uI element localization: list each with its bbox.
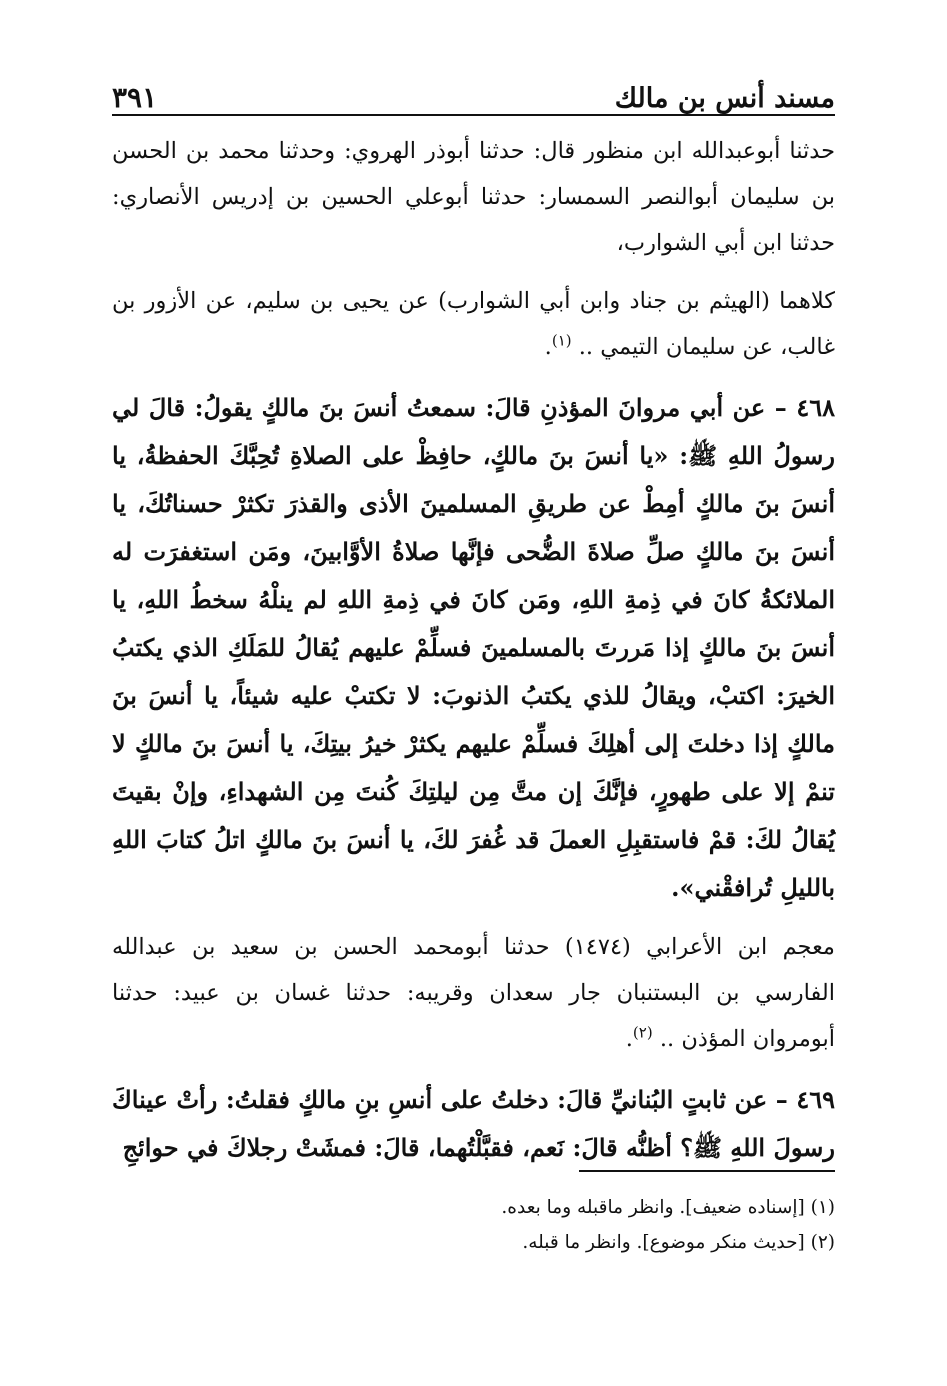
chain-of-narration-3-text: معجم ابن الأعرابي (١٤٧٤) حدثنا أبومحمد الحسن بن سعيد بن عبدالله الفارسي بن البستنبان جار سعدان وقريبه: حدثنا غسان بن عبيد: حدثنا أبومروان المؤذن .. xyxy=(112,934,835,1052)
footnote-1: (١) [إسناده ضعيف]. وانظر ماقبله وما بعده. xyxy=(501,1197,835,1218)
page-header xyxy=(112,62,835,114)
hadith-468: ٤٦٨ – عن أبي مروانَ المؤذنِ قالَ: سمعتُ أنسَ بنَ مالكٍ يقولُ: قالَ لي رسولُ اللهِ ﷺ: «يا أنسَ بنَ مالكٍ، حافِظْ على الصلاةِ تُحِبَّكَ الحفظةُ، يا أنسَ بنَ مالكٍ أمِطْ عن طريقِ المسلمينَ الأذى والقذرَ تكثرْ حسناتُكَ، يا أنسَ بنَ مالكٍ صلِّ صلاةَ الضُّحى فإنَّها صلاةُ الأوَّابينَ، ومَن استغفرَت له الملائكةُ كانَ في ذِمةِ اللهِ، ومَن كانَ في ذِمةِ اللهِ لم ينلْهُ سخطُ اللهِ، يا أنسَ بنَ مالكٍ إذا مَررتَ بالمسلمينَ فسلِّمْ عليهم يُقالُ للمَلَكِ الذي يكتبُ الخيرَ: اكتبْ، ويقالُ للذي يكتبُ الذنوبَ: لا تكتبْ عليه شيئاً، يا أنسَ بنَ مالكٍ إذا دخلتَ إلى أهلِكَ فسلِّمْ عليهم يكثرْ خيرُ بيتِكَ، يا أنسَ بنَ مالكٍ لا تنمْ إلا على طهورٍ، فإنَّكَ إن متَّ مِن ليلتِكَ كُنتَ مِن الشهداءِ، وإنْ بقيتَ يُقالُ لكَ: قمْ فاستقبِلِ العملَ قد غُفرَ لكَ، يا أنسَ بنَ مالكٍ اتلُ كتابَ اللهِ بالليلِ تُرافقْني». xyxy=(112,393,835,902)
footnote-ref-1: (١) xyxy=(551,331,572,350)
chain-of-narration-3: معجم ابن الأعرابي (١٤٧٤) حدثنا أبومحمد الحسن بن سعيد بن عبدالله الفارسي بن البستنبان جار سعدان وقريبه: حدثنا غسان بن عبيد: حدثنا أبومروان المؤذن .. $^{(٢)}$. xyxy=(112,934,835,1052)
page-number: ٣٩١ xyxy=(112,81,158,114)
chain-of-narration-2-text: كلاهما (الهيثم بن جناد وابن أبي الشوارب) عن يحيى بن سليم، عن الأزور بن غالب، عن سليمان التيمي .. xyxy=(112,288,835,360)
chain-of-narration-1: حدثنا أبوعبدالله ابن منظور قال: حدثنا أبوذر الهروي: وحدثنا محمد بن الحسن بن سليمان أبوالنصر السمسار: حدثنا أبوعلي الحسين بن إدريس الأنصاري: حدثنا ابن أبي الشوارب، xyxy=(112,138,835,256)
main-text xyxy=(112,128,835,1184)
footnotes xyxy=(112,1190,835,1260)
footnote-ref-2: (٢) xyxy=(632,1023,653,1042)
running-title: مسند أنس بن مالك xyxy=(614,83,835,114)
footnote-2: (٢) [حديث منكر موضوع]. وانظر ما قبله. xyxy=(522,1232,835,1253)
chain-of-narration-2: كلاهما (الهيثم بن جناد وابن أبي الشوارب) عن يحيى بن سليم، عن الأزور بن غالب، عن سليمان التيمي .. $^{(١)}$. xyxy=(112,288,835,360)
hadith-469: ٤٦٩ – عن ثابتٍ البُنانيِّ قالَ: دخلتُ على أنسِ بنِ مالكٍ فقلتُ: رأتْ عيناكَ رسولَ اللهِ ﷺ؟ أظنُّه قالَ: نَعم، فقبَّلْتُهما، قالَ: فمشَتْ رجلاكَ في حوائجِ xyxy=(112,1085,835,1162)
header-rule xyxy=(112,114,835,116)
footnote-rule xyxy=(579,1170,835,1172)
